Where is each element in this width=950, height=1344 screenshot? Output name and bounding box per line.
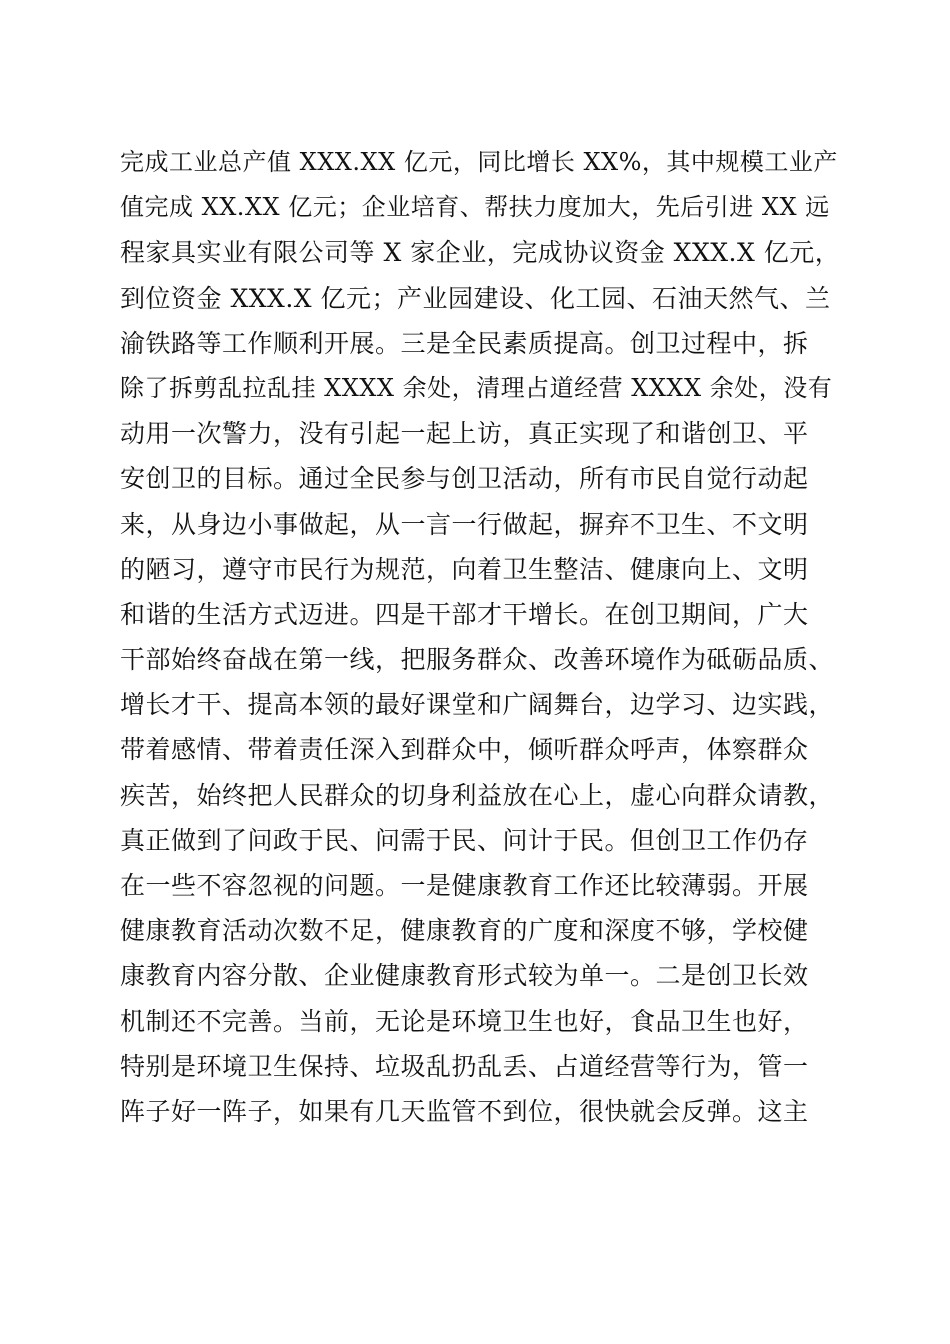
text-line-13: 增长才干、提高本领的最好课堂和广阔舞台，边学习、边实践，	[120, 690, 835, 720]
text-line-7: 动用一次警力，没有引起一起上访，真正实现了和谐创卫、平	[120, 419, 809, 449]
text-line-15: 疾苦，始终把人民群众的切身利益放在心上，虚心向群众请教，	[120, 780, 835, 810]
text-line-20: 机制还不完善。当前，无论是环境卫生也好，食品卫生也好，	[120, 1006, 809, 1036]
text-line-19: 康教育内容分散、企业健康教育形式较为单一。二是创卫长效	[120, 961, 809, 991]
text-line-22: 阵子好一阵子，如果有几天监管不到位，很快就会反弹。这主	[120, 1096, 809, 1126]
text-line-4: 到位资金 XXX.X 亿元；产业园建设、化工园、石油天然气、兰	[120, 283, 831, 313]
text-line-2: 值完成 XX.XX 亿元；企业培育、帮扶力度加大，先后引进 XX 远	[120, 193, 830, 222]
text-line-10: 的陋习，遵守市民行为规范，向着卫生整洁、健康向上、文明	[120, 554, 809, 584]
text-line-11: 和谐的生活方式迈进。四是干部才干增长。在创卫期间，广大	[120, 599, 809, 629]
text-line-18: 健康教育活动次数不足，健康教育的广度和深度不够，学校健	[120, 916, 809, 946]
text-line-6: 除了拆剪乱拉乱挂 XXXX 余处，清理占道经营 XXXX 余处，没有	[120, 373, 833, 402]
text-line-9: 来，从身边小事做起，从一言一行做起，摒弃不卫生、不文明	[120, 509, 809, 539]
body-paragraph	[120, 140, 840, 1134]
text-line-5: 渝铁路等工作顺利开展。三是全民素质提高。创卫过程中，拆	[120, 328, 809, 358]
text-line-1: 完成工业总产值 XXX.XX 亿元，同比增长 XX%，其中规模工业产	[120, 148, 838, 176]
text-line-16: 真正做到了问政于民、问需于民、问计于民。但创卫工作仍存	[120, 825, 809, 855]
text-line-14: 带着感情、带着责任深入到群众中，倾听群众呼声，体察群众	[120, 735, 809, 765]
text-line-3: 程家具实业有限公司等 X 家企业，完成协议资金 XXX.X 亿元，	[120, 238, 841, 268]
text-line-21: 特别是环境卫生保持、垃圾乱扔乱丢、占道经营等行为，管一	[120, 1051, 809, 1081]
text-line-12: 干部始终奋战在第一线，把服务群众、改善环境作为砥砺品质、	[120, 645, 835, 675]
text-line-17: 在一些不容忽视的问题。一是健康教育工作还比较薄弱。开展	[120, 871, 809, 900]
text-line-8: 安创卫的目标。通过全民参与创卫活动，所有市民自觉行动起	[120, 464, 809, 494]
